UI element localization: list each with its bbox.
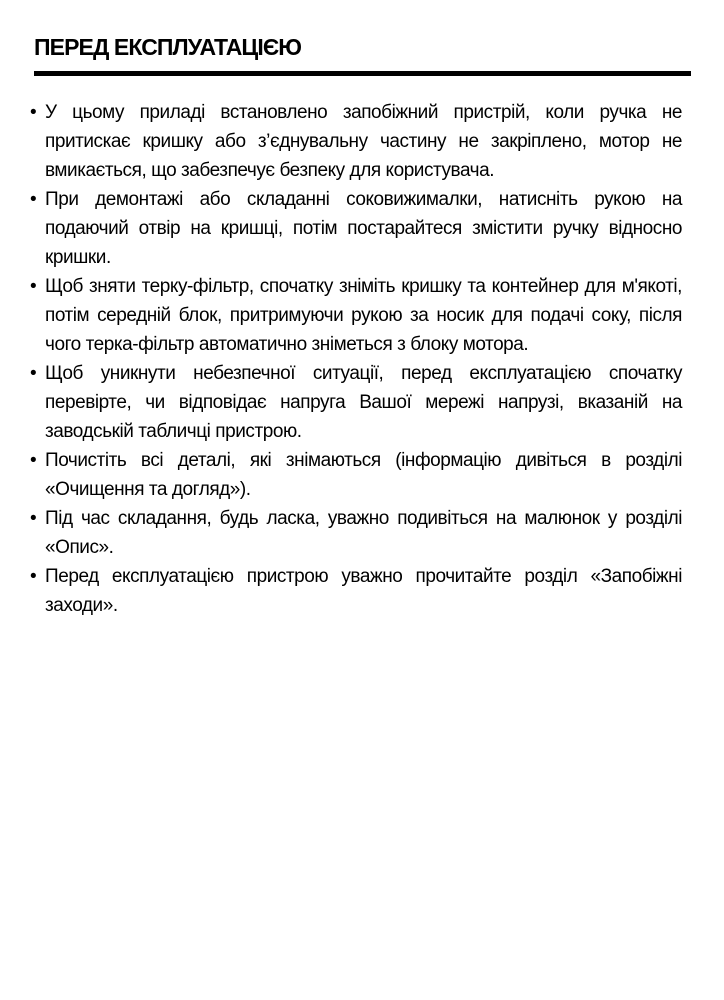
title-divider [34,71,691,76]
list-item-voltage-check: • Щоб уникнути небезпечної ситуації, перед експлуатацією спочатку перевірте, чи відповідає напруга Вашої мережі напрузі, вказаній на заводській табличці пристрою. [30,359,682,446]
list-item-precautions: • Перед експлуатацією пристрою уважно прочитайте розділ «Запобіжні заходи». [30,562,682,620]
section-title: ПЕРЕД ЕКСПЛУАТАЦІЄЮ [34,34,302,60]
list-item-filter-removal: • Щоб зняти терку-фільтр, спочатку зніміть кришку та контейнер для м'якоті, потім середній блок, притримуючи рукою за носик для подачі соку, після чого терка-фільтр автоматично зніметься з блоку мотора. [30,272,682,359]
list-item-safety-device: • У цьому приладі встановлено запобіжний пристрій, коли ручка не притискає кришку або з’єднувальну частину не закріплено, мотор не вмикається, що забезпечує безпеку для користувача. [30,98,682,185]
list-item-assembly: • При демонтажі або складанні соковижималки, натисніть рукою на подаючий отвір на кришці, потім постарайтеся змістити ручку відносно кришки. [30,185,682,272]
instructions-list [30,98,682,620]
list-item-cleaning: • Почистіть всі деталі, які знімаються (інформацію дивіться в розділі «Очищення та догляд»). [30,446,682,504]
list-item-description: • Під час складання, будь ласка, уважно подивіться на малюнок у розділі «Опис». [30,504,682,562]
